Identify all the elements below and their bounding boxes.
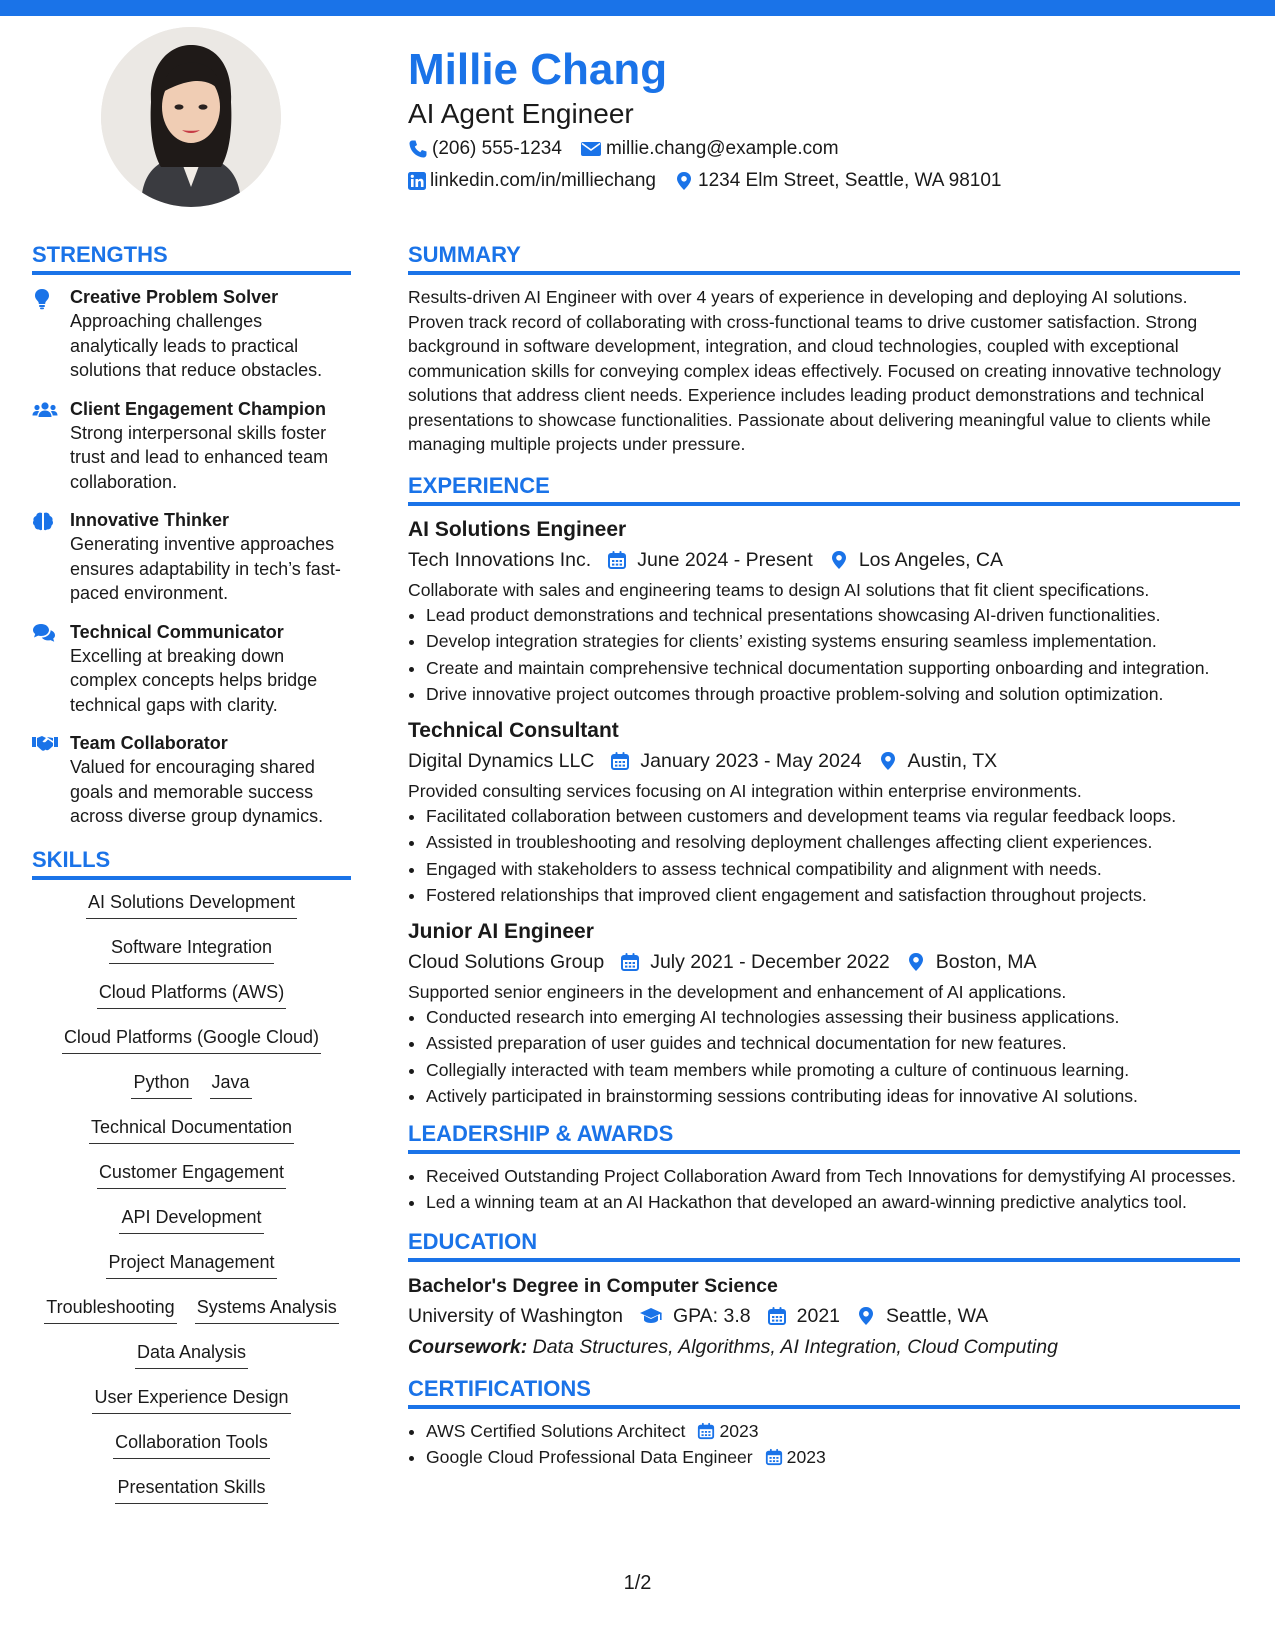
job-bullets: [408, 804, 1240, 908]
skill-tag: API Development: [119, 1205, 263, 1234]
email-contact[interactable]: [580, 134, 839, 164]
left-column: [32, 240, 351, 1520]
street-address: 1234 Elm Street, Seattle, WA 98101: [698, 170, 1002, 191]
graduation-cap-icon: [639, 1306, 663, 1326]
strength-description: Approaching challenges analytically leads to practical solutions that reduce obstacles.: [70, 311, 323, 380]
skill-tag: Collaboration Tools: [113, 1430, 270, 1459]
job-location: Los Angeles, CA: [858, 548, 1004, 571]
skill-tag: User Experience Design: [92, 1385, 290, 1414]
leadership-heading: LEADERSHIP & AWARDS: [408, 1119, 1240, 1154]
leadership-bullets: [408, 1164, 1240, 1215]
skill-tag: Java: [210, 1070, 252, 1099]
right-column: [408, 240, 1240, 1472]
location-pin-icon: [856, 1306, 876, 1326]
top-accent-bar: [0, 0, 1275, 16]
job-meta: [408, 946, 1240, 978]
calendar-icon: [767, 1306, 787, 1326]
skill-tag: Python: [131, 1070, 191, 1099]
job-meta: [408, 745, 1240, 777]
job-meta: [408, 544, 1240, 576]
email-icon: [580, 140, 602, 158]
strength-item: [32, 620, 351, 718]
calendar-icon: [610, 751, 630, 771]
calendar-icon: [607, 550, 627, 570]
strength-item: [32, 731, 351, 829]
strength-title: Creative Problem Solver: [70, 287, 279, 307]
job-bullet: • Assisted in troubleshooting and resolving deployment challenges affecting client experiences.: [426, 830, 1240, 855]
gpa: GPA: 3.8: [672, 1304, 751, 1327]
strength-title: Team Collaborator: [70, 733, 228, 753]
skill-tag: Systems Analysis: [195, 1295, 339, 1324]
job-bullet: • Facilitated collaboration between customers and development teams via regular feedback loops.: [426, 804, 1240, 829]
calendar-icon: [620, 952, 640, 972]
strength-description: Strong interpersonal skills foster trust and lead to enhanced team collaboration.: [70, 422, 329, 492]
job-bullet: • Engaged with stakeholders to assess technical compatibility and alignment with needs.: [426, 857, 1240, 882]
certification-item: [426, 1419, 1240, 1444]
school-name: University of Washington: [408, 1304, 623, 1327]
strength-title: Innovative Thinker: [70, 510, 230, 530]
location-pin-icon: [906, 952, 926, 972]
calendar-icon: [765, 1448, 783, 1466]
brain-icon: [32, 511, 54, 531]
award-bullet: • Received Outstanding Project Collaboration Award from Tech Innovations for demystifying AI processes.: [426, 1164, 1240, 1189]
job-bullets: [408, 603, 1240, 707]
contact-row-2: [408, 166, 1248, 196]
location-pin-icon: [674, 171, 694, 191]
certification-item: [426, 1445, 1240, 1470]
skill-tag: Cloud Platforms (AWS): [97, 980, 286, 1009]
job-bullets: [408, 1005, 1240, 1109]
strength-item: [32, 508, 351, 606]
job-dates: January 2023 - May 2024: [640, 749, 862, 772]
skill-tag: Cloud Platforms (Google Cloud): [62, 1025, 321, 1054]
degree-name: Bachelor's Degree in Computer Science: [408, 1274, 778, 1297]
contact-row-1: [408, 134, 1248, 164]
job-bullet: • Fostered relationships that improved client engagement and satisfaction throughout projects.: [426, 883, 1240, 908]
job-entry: [408, 516, 1240, 707]
email-address: millie.chang@example.com: [605, 138, 839, 159]
job-bullet: • Drive innovative project outcomes through proactive problem-solving and solution optimization.: [426, 682, 1240, 707]
lightbulb-icon: [32, 288, 52, 310]
location-pin-icon: [829, 550, 849, 570]
phone-icon: [408, 139, 428, 159]
job-title: AI Solutions Engineer: [408, 517, 627, 541]
strength-item: [32, 397, 351, 495]
certification-name: • Google Cloud Professional Data Engineer: [426, 1447, 753, 1467]
location-pin-icon: [878, 751, 898, 771]
job-intro: Supported senior engineers in the development and enhancement of AI applications.: [408, 981, 1067, 1002]
skills-list: [32, 890, 351, 1520]
skill-tag: Project Management: [106, 1250, 276, 1279]
phone-number: (206) 555-1234: [432, 138, 562, 159]
strength-item: [32, 285, 351, 383]
school-location: Seattle, WA: [886, 1304, 989, 1327]
profile-photo-image: [101, 27, 281, 207]
education-heading: EDUCATION: [408, 1227, 1240, 1262]
linkedin-contact[interactable]: [408, 166, 656, 196]
page-number: 1/2: [623, 1572, 652, 1594]
award-bullet: • Led a winning team at an AI Hackathon that developed an award-winning predictive analytics tool.: [426, 1190, 1240, 1215]
linkedin-icon: [408, 172, 426, 190]
strengths-heading: STRENGTHS: [32, 240, 351, 275]
education-meta: [408, 1300, 1240, 1332]
job-title: Technical Consultant: [408, 718, 619, 742]
calendar-icon: [697, 1422, 715, 1440]
job-bullet: • Conducted research into emerging AI technologies assessing their business applications.: [426, 1005, 1240, 1030]
job-bullet: • Lead product demonstrations and technical presentations showcasing AI-driven functionalities.: [426, 603, 1240, 628]
job-bullet: • Develop integration strategies for clients’ existing systems ensuring seamless implementation.: [426, 629, 1240, 654]
certifications-list: [408, 1419, 1240, 1470]
graduation-year: 2021: [796, 1304, 841, 1327]
summary-heading: SUMMARY: [408, 240, 1240, 275]
skill-tag: AI Solutions Development: [86, 890, 297, 919]
certification-name: • AWS Certified Solutions Architect: [426, 1420, 686, 1441]
skill-tag: Customer Engagement: [97, 1160, 286, 1189]
job-intro: Provided consulting services focusing on AI integration within enterprise environments.: [408, 780, 1082, 801]
job-bullet: • Assisted preparation of user guides and technical documentation for new features.: [426, 1031, 1240, 1056]
candidate-name: Millie Chang: [408, 45, 668, 94]
coursework: [408, 1332, 1240, 1362]
certification-year: 2023: [786, 1447, 826, 1467]
job-title: Junior AI Engineer: [408, 919, 594, 943]
strength-description: Generating inventive approaches ensures adaptability in tech’s fast-paced environment.: [70, 534, 341, 603]
skill-tag: Technical Documentation: [89, 1115, 294, 1144]
skill-tag: Presentation Skills: [115, 1475, 267, 1504]
coursework-label: Coursework:: [408, 1335, 528, 1358]
linkedin-url: linkedin.com/in/milliechang: [430, 170, 656, 191]
certifications-heading: CERTIFICATIONS: [408, 1374, 1240, 1409]
job-location: Austin, TX: [907, 749, 998, 772]
skill-tag: Data Analysis: [135, 1340, 248, 1369]
job-entry: [408, 717, 1240, 908]
experience-heading: EXPERIENCE: [408, 471, 1240, 506]
address-contact: [674, 166, 1001, 196]
job-dates: July 2021 - December 2022: [650, 950, 890, 973]
job-location: Boston, MA: [935, 950, 1037, 973]
job-bullet: • Actively participated in brainstorming sessions contributing ideas for innovative AI solutions.: [426, 1084, 1240, 1109]
certification-year: 2023: [719, 1420, 759, 1441]
job-bullet: • Collegially interacted with team members while promoting a culture of continuous learning.: [426, 1058, 1240, 1083]
strength-description: Valued for encouraging shared goals and memorable success across diverse group dynamics.: [70, 757, 324, 826]
job-bullet: • Create and maintain comprehensive technical documentation supporting onboarding and integration.: [426, 656, 1240, 681]
resume-header: [408, 40, 1248, 196]
strength-title: Technical Communicator: [70, 621, 284, 642]
skill-tag: Troubleshooting: [44, 1295, 176, 1324]
company-name: Cloud Solutions Group: [408, 950, 605, 973]
job-dates: June 2024 - Present: [637, 548, 813, 571]
chat-bubbles-icon: [32, 623, 56, 643]
phone-contact[interactable]: [408, 134, 562, 164]
users-icon: [32, 400, 58, 420]
skill-tag: Software Integration: [109, 935, 274, 964]
job-entry: [408, 918, 1240, 1109]
company-name: Digital Dynamics LLC: [408, 749, 595, 772]
strength-description: Excelling at breaking down complex concepts helps bridge technical gaps with clarity.: [70, 645, 318, 715]
profile-photo: [101, 27, 281, 207]
summary-text: Results-driven AI Engineer with over 4 years of experience in developing and deploying AI solutions. Proven track record of collaborating with cross-functional teams to drive customer satisfaction. Strong background in software development, integration, and cloud technologies, coupled with exceptional communication skills for conveying complex ideas effectively. Focused on creating innovative technology solutions that address client needs. Experience includes leading product demonstrations and technical presentations to showcase functionalities. Passionate about delivering meaningful value to clients while managing multiple projects under pressure.: [408, 287, 1221, 454]
company-name: Tech Innovations Inc.: [408, 548, 592, 571]
handshake-icon: [32, 734, 58, 752]
candidate-title: AI Agent Engineer: [408, 98, 634, 129]
job-intro: Collaborate with sales and engineering teams to design AI solutions that fit client specifications.: [408, 579, 1150, 600]
strength-title: Client Engagement Champion: [70, 398, 327, 419]
skills-heading: SKILLS: [32, 845, 351, 880]
coursework-list: Data Structures, Algorithms, AI Integration, Cloud Computing: [532, 1335, 1058, 1358]
